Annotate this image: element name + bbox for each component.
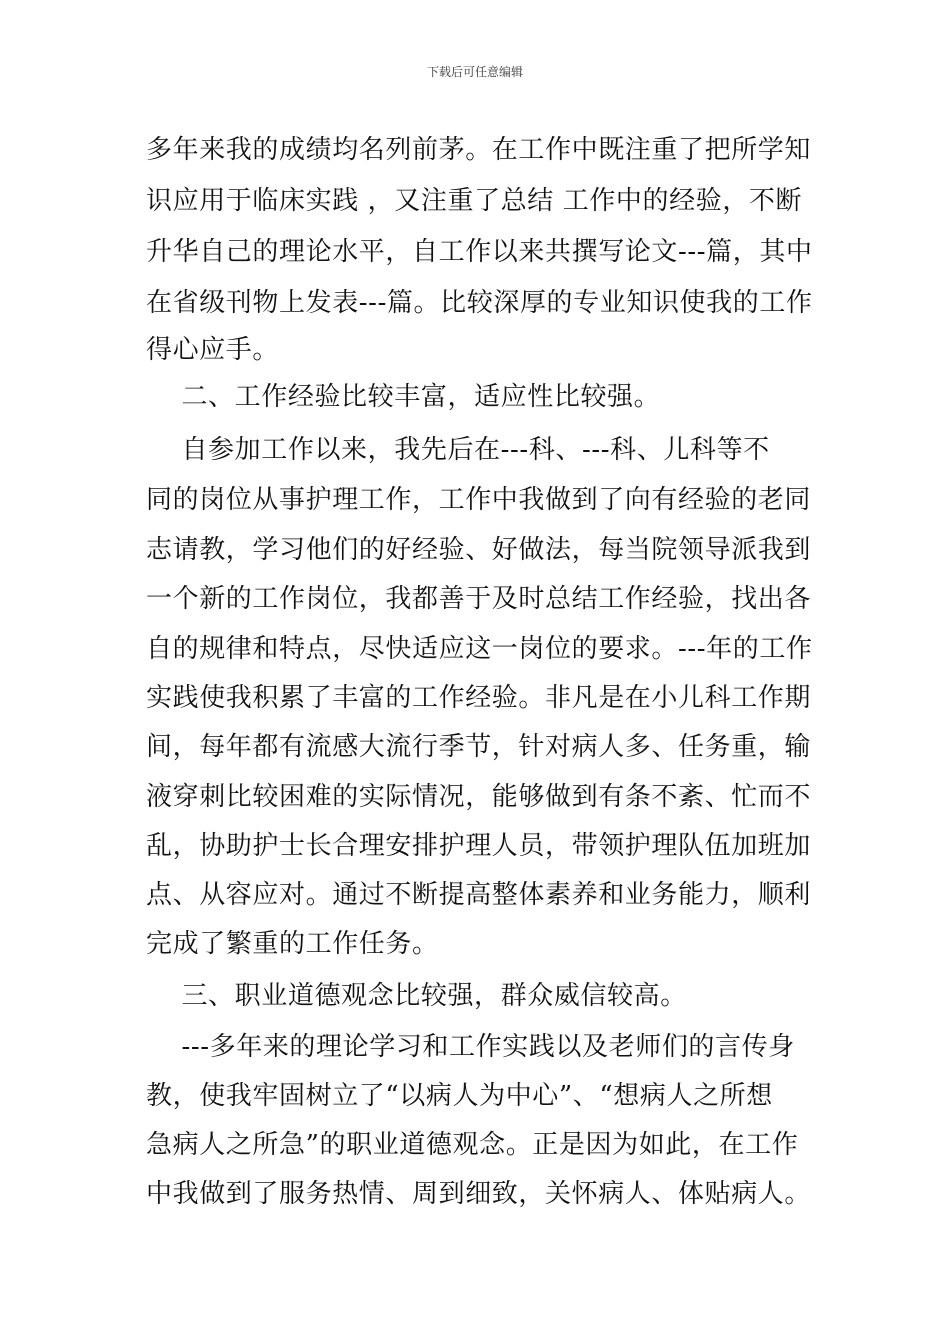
text-line: 多年来我的成绩均名列前茅。在工作中既注重了把所学知 [146,135,812,165]
text-line: 在省级刊物上发表---篇。比较深厚的专业知识使我的工作 [146,288,813,318]
text-line: 一个新的工作岗位，我都善于及时总结工作经验，找出各 [146,584,812,614]
text-line: 乱，协助护士长合理安排护理人员，带领护理队伍加班加 [146,831,812,861]
section-heading-2: 二、工作经验比较丰富，适应性比较强。 [146,382,661,412]
text-line: 实践使我积累了丰富的工作经验。非凡是在小儿科工作期 [146,683,812,713]
text-line: 教，使我牢固树立了“以病人为中心”、“想病人之所想 [146,1081,773,1111]
section-heading-3: 三、职业道德观念比较强，群众威信较高。 [146,981,687,1011]
text-line: 自的规律和特点，尽快适应这一岗位的要求。---年的工作 [146,634,813,664]
text-line: 识应用于临床实践 ，又注重了总结 工作中的经验，不断 [146,186,803,216]
text-line: 得心应手。 [146,335,280,365]
text-line: ---多年来的理论学习和工作实践以及老师们的言传身 [146,1032,795,1062]
text-line: 急病人之所急”的职业道德观念。正是因为如此，在工作 [146,1130,799,1160]
text-line: 点、从容应对。通过不断提高整体素养和业务能力，顺利 [146,880,812,910]
text-line: 同的岗位从事护理工作，工作中我做到了向有经验的老同 [146,485,812,515]
text-line: 升华自己的理论水平，自工作以来共撰写论文---篇，其中 [146,237,813,267]
text-line: 液穿刺比较困难的实际情况，能够做到有条不紊、忙而不 [146,782,812,812]
text-line: 志请教，学习他们的好经验、好做法，每当院领导派我到 [146,535,812,565]
text-line: 自参加工作以来，我先后在---科、---科、儿科等不 [146,435,770,465]
page-header: 下载后可任意编辑 [426,65,523,79]
text-line: 完成了繁重的工作任务。 [146,929,439,959]
text-line: 间，每年都有流感大流行季节，针对病人多、任务重，输 [146,732,812,762]
text-line: 中我做到了服务热情、周到细致，关怀病人、体贴病人。 [146,1179,812,1209]
